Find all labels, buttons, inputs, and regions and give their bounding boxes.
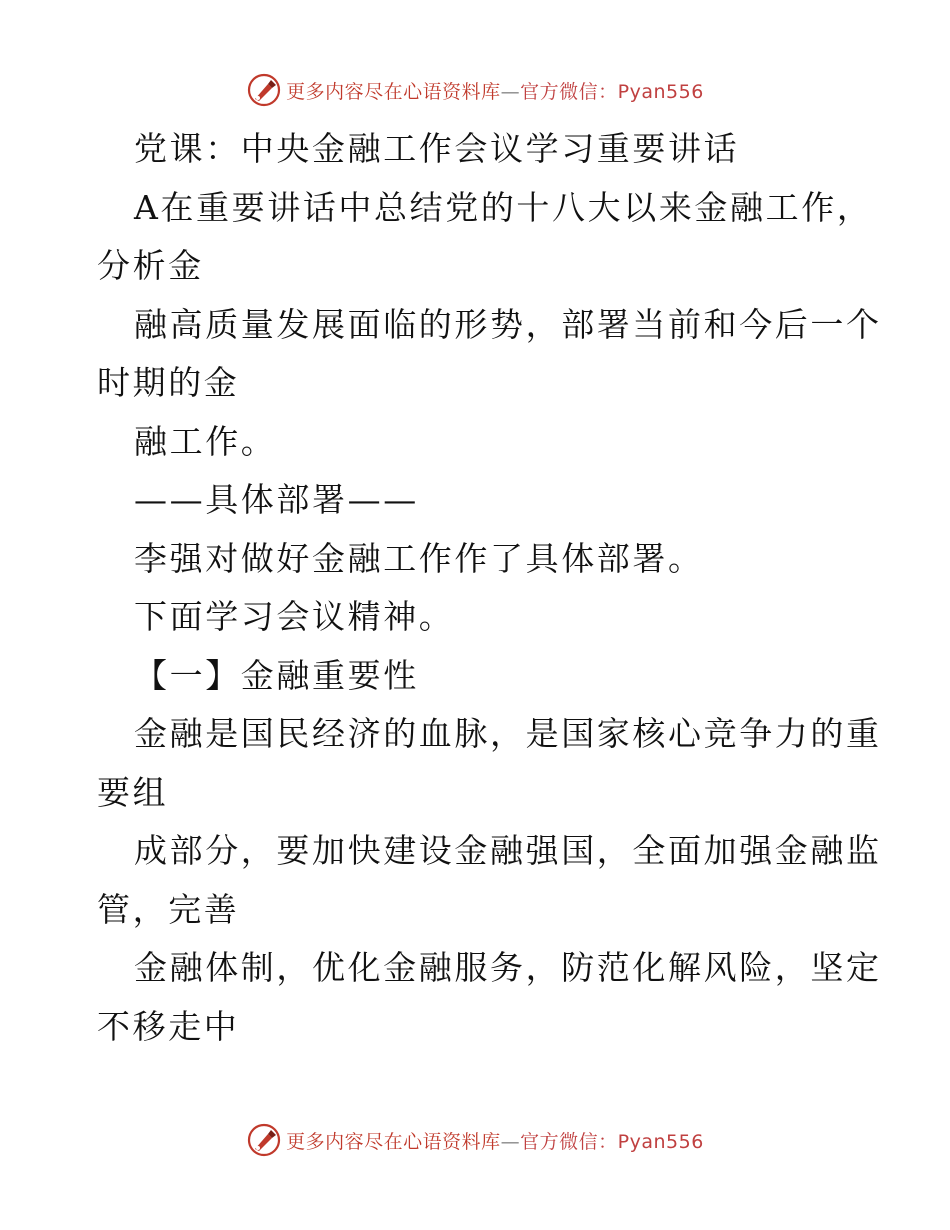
banner-main-text: 更多内容尽在心语资料库 xyxy=(286,1130,501,1153)
banner-separator: — xyxy=(500,80,521,103)
paragraph-line: 融高质量发展面临的形势，部署当前和今后一个 xyxy=(134,304,882,344)
paragraph-line: 融工作。 xyxy=(134,421,277,461)
banner-main-text: 更多内容尽在心语资料库 xyxy=(286,80,501,103)
paragraph-line: A在重要讲话中总结党的十八大以来金融工作， xyxy=(134,187,873,227)
paragraph-line: 下面学习会议精神。 xyxy=(134,597,455,636)
section-heading: 【一】金融重要性 xyxy=(134,655,419,695)
paragraph-line: 时期的金 xyxy=(97,363,240,402)
pen-logo-icon xyxy=(246,1122,282,1158)
banner-wechat-text: 官方微信：Pyan556 xyxy=(520,1130,704,1153)
paragraph-line: 金融体制，优化金融服务，防范化解风险，坚定 xyxy=(134,948,882,987)
paragraph-line: 成部分，要加快建设金融强国，全面加强金融监 xyxy=(134,831,882,870)
pen-logo-icon xyxy=(246,72,282,108)
document-title: 党课：中央金融工作会议学习重要讲话 xyxy=(134,129,740,168)
paragraph-line: 要组 xyxy=(97,772,169,812)
header-watermark-banner xyxy=(0,68,950,112)
document-body xyxy=(0,120,950,1056)
banner-separator: — xyxy=(500,1130,521,1153)
paragraph-line: 管，完善 xyxy=(97,889,240,929)
footer-watermark-banner xyxy=(0,1118,950,1162)
paragraph-line: 李强对做好金融工作作了具体部署。 xyxy=(134,538,704,578)
paragraph-line: 不移走中 xyxy=(97,1006,240,1046)
paragraph-line: 分析金 xyxy=(97,246,204,285)
banner-wechat-text: 官方微信：Pyan556 xyxy=(520,80,704,103)
paragraph-line: 金融是国民经济的血脉，是国家核心竞争力的重 xyxy=(134,714,882,753)
section-heading: ——具体部署—— xyxy=(134,480,419,519)
